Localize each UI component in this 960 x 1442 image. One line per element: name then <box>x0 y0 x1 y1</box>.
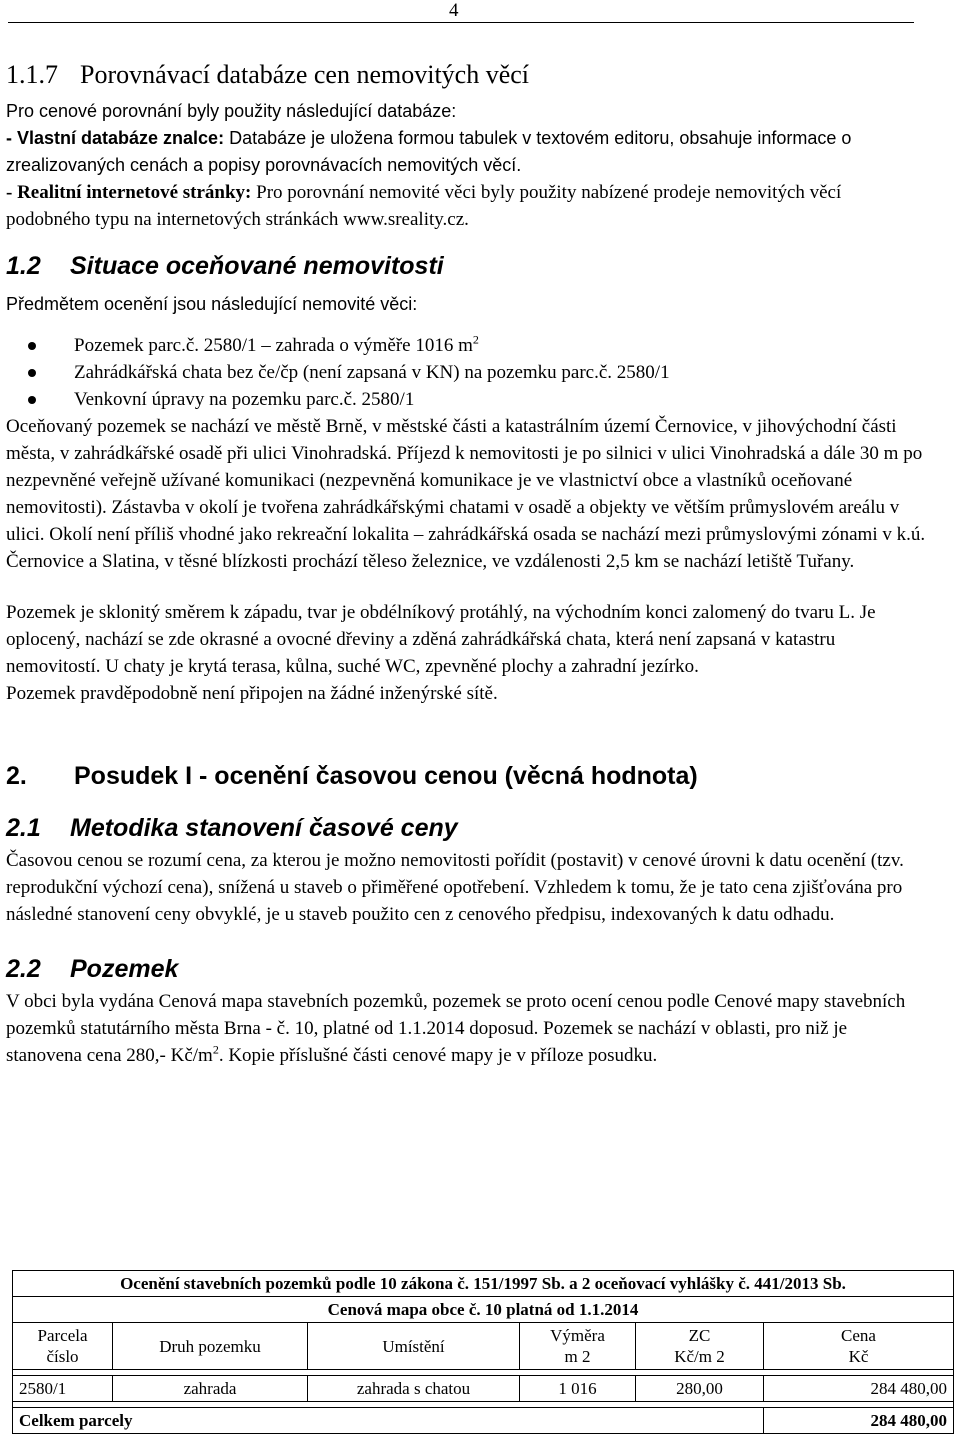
heading-1-2 <box>6 249 926 283</box>
superscript: 2 <box>212 1042 219 1057</box>
heading-title: Situace oceňované nemovitosti <box>70 252 444 280</box>
bullet-icon <box>28 396 36 404</box>
cell-parcel: 2580/1 <box>13 1376 113 1402</box>
header-text: Kč <box>848 1347 869 1366</box>
header-text: Výměra <box>550 1326 605 1345</box>
cell-area: 1 016 <box>520 1376 636 1402</box>
header-price <box>764 1323 954 1370</box>
heading-title: Porovnávací databáze cen nemovitých věcí <box>80 60 530 89</box>
document-body <box>6 58 926 1069</box>
header-rule <box>8 22 914 23</box>
header-location: Umístění <box>308 1323 520 1370</box>
total-label: Celkem parcely <box>13 1408 764 1434</box>
header-zc <box>636 1323 764 1370</box>
table-title: Ocenění stavebních pozemků podle 10 zákona č. 151/1997 Sb. a 2 oceňovací vyhlášky č. 441/2013 Sb. <box>13 1271 954 1297</box>
bullet-icon <box>28 342 36 350</box>
heading-number: 1.1.7 <box>6 60 58 89</box>
header-type: Druh pozemku <box>113 1323 308 1370</box>
superscript: 2 <box>472 332 479 347</box>
table-total-row <box>13 1408 954 1434</box>
table-subtitle: Cenová mapa obce č. 10 platná od 1.1.2014 <box>13 1297 954 1323</box>
methodology-paragraph: Časovou cenou se rozumí cena, za kterou je možno nemovitosti pořídit (postavit) v cenové úrovni k datu ocenění (tzv. reprodukční výchozí cena), snížená u staveb o přiměřené opotřebení. Vzhledem k tomu, že je tato cena zjišťována pro následné stanovení ceny obvyklé, je u staveb použito cen z cenového předpisu, indexovaných k datu odhadu. <box>6 850 904 925</box>
header-parcel <box>13 1323 113 1370</box>
database-intro: Pro cenové porovnání byly použity následující databáze: <box>6 101 457 121</box>
table-subtitle-row <box>13 1297 954 1323</box>
heading-title: Posudek I - ocenění časovou cenou (věcná hodnota) <box>74 762 698 790</box>
paragraph-text: V obci byla vydána Cenová mapa stavebních pozemků, pozemek se proto ocení cenou podle Cenové mapy stavebních pozemků statutárního města Brna - č. 10, platné od 1.1.2014 doposud. Pozemek se nachází v oblasti, pro niž je stanovena cena 280,- Kč/m <box>6 991 906 1066</box>
cell-zc: 280,00 <box>636 1376 764 1402</box>
heading-title: Pozemek <box>70 955 179 983</box>
header-area <box>520 1323 636 1370</box>
list-item <box>6 386 926 413</box>
subject-intro: Předmětem ocenění jsou následující nemovité věci: <box>6 294 418 314</box>
list-item-text: Venkovní úpravy na pozemku parc.č. 2580/1 <box>74 389 415 410</box>
header-text: ZC <box>688 1326 711 1345</box>
cell-price: 284 480,00 <box>764 1376 954 1402</box>
subject-list <box>6 332 926 413</box>
header-text: Kč/m 2 <box>674 1347 725 1366</box>
database-web <box>6 179 926 233</box>
page-number: 4 <box>449 0 459 21</box>
heading-2 <box>6 759 926 793</box>
land-valuation-table <box>12 1270 954 1434</box>
database-section <box>6 98 926 233</box>
header-text: Cena <box>841 1326 876 1345</box>
header-text: číslo <box>46 1347 79 1366</box>
location-paragraph: Oceňovaný pozemek se nachází ve městě Brně, v městské části a katastrálním území Černovice, v jihovýchodní části města, v zahrádkářské osadě při ulici Vinohradská. Příjezd k nemovitosti je po silnici v ulici Vinohradská a dále 30 m po nezpevněné veřejně užívané komunikaci (nezpevněná komunikace je ve vlastnictví obce a vlastníků oceňované nemovitosti). Zástavba v okolí je tvořena zahrádkářskými chatami v osadě a objekty ve větším průmyslovém areálu v ulici. Okolí není příliš vhodné jako rekreační lokalita – zahrádkářská osada se nachází mezi průmyslovými zónami v k.ú. Černovice a Slatina, v těsné blízkosti prochází těleso železnice, ve vzdálenosti 2,5 km se nachází letiště Tuřany. <box>6 416 926 572</box>
heading-2-1 <box>6 811 926 845</box>
paragraph-text: . Kopie příslušné části cenové mapy je v příloze posudku. <box>218 1045 658 1066</box>
list-item <box>6 359 926 386</box>
total-value: 284 480,00 <box>764 1408 954 1434</box>
header-text: m 2 <box>564 1347 591 1366</box>
table-title-row <box>13 1271 954 1297</box>
table-header-row <box>13 1323 954 1370</box>
header-text: Parcela <box>37 1326 88 1345</box>
cell-location: zahrada s chatou <box>308 1376 520 1402</box>
heading-number: 2.1 <box>6 814 41 842</box>
heading-2-2 <box>6 952 926 986</box>
database-web-label: - Realitní internetové stránky: <box>6 182 252 203</box>
list-item <box>6 332 926 359</box>
list-item-text: Pozemek parc.č. 2580/1 – zahrada o výměře 1016 m <box>74 335 473 356</box>
heading-title: Metodika stanovení časové ceny <box>70 814 458 842</box>
database-own <box>6 125 926 179</box>
heading-number: 2.2 <box>6 955 41 983</box>
heading-number: 2. <box>6 762 27 790</box>
database-web-text: Pro porovnání nemovité věci byly použity nabízené prodeje nemovitých věcí podobného typu na internetových stránkách www.sreality.cz. <box>6 182 842 230</box>
database-own-text: Databáze je uložena formou tabulek v textovém editoru, obsahuje informace o zrealizovaných cenách a popisy porovnávacích nemovitých věcí. <box>6 128 852 175</box>
database-own-label: - Vlastní databáze znalce: <box>6 128 225 148</box>
heading-number: 1.2 <box>6 252 41 280</box>
list-item-text: Zahrádkářská chata bez če/čp (není zapsaná v KN) na pozemku parc.č. 2580/1 <box>74 362 670 383</box>
cell-type: zahrada <box>113 1376 308 1402</box>
table-row <box>13 1376 954 1402</box>
utilities-paragraph: Pozemek pravděpodobně není připojen na žádné inženýrské sítě. <box>6 683 498 704</box>
heading-1-1-7 <box>6 58 926 92</box>
bullet-icon <box>28 369 36 377</box>
land-price-paragraph <box>6 988 926 1069</box>
land-description-paragraph: Pozemek je sklonitý směrem k západu, tvar je obdélníkový protáhlý, na východním konci zalomený do tvaru L. Je oplocený, nachází se zde okrasné a ovocné dřeviny a zděná zahrádkářská chata, která není zapsaná v katastru nemovitostí. U chaty je krytá terasa, kůlna, suché WC, zpevněné plochy a zahradní jezírko. <box>6 602 876 677</box>
